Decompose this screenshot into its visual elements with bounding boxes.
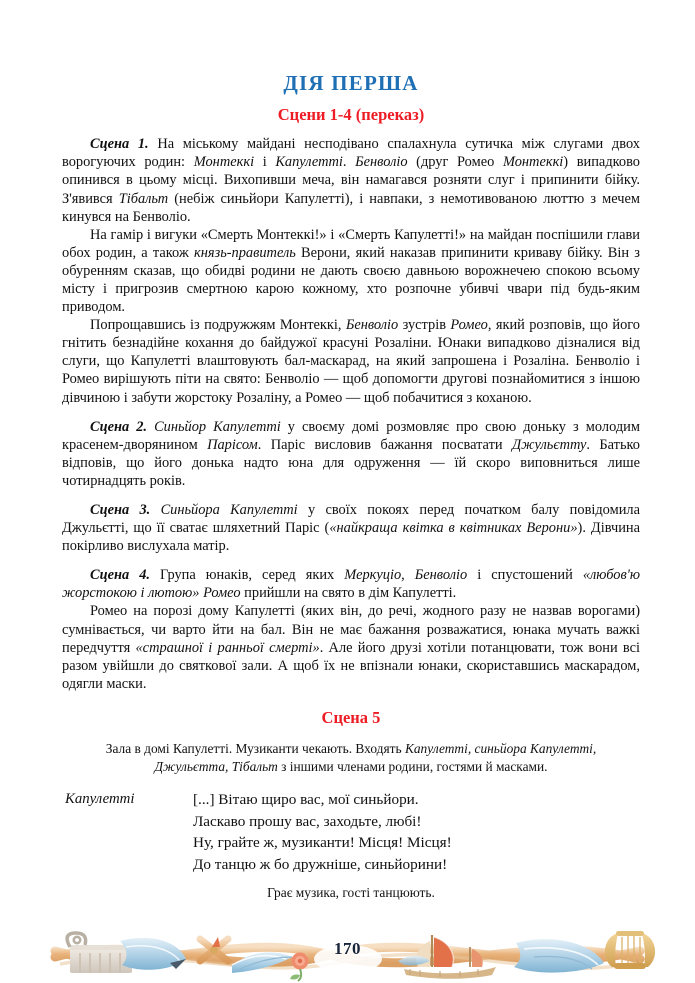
text: зустрів	[398, 317, 451, 334]
page-content	[62, 0, 640, 901]
scene1-label: Сцена 1.	[90, 136, 149, 153]
character-name: Монтеккі	[193, 154, 255, 171]
emphasis: князь-правитель	[194, 244, 296, 261]
text: Верони, який наказав припинити криваву бійку. Він з обуренням сказав, що обидві родини не дають своєю давньою ворожнечею спокою всьому місту і пригрозив смертною карою кожному, хто розпочне убивчі чвари під будь-яким приводом.	[62, 244, 640, 316]
text: Попрощавшись із подружжям Монтеккі,	[90, 317, 346, 334]
text: (небіж синьйори Капулетті), і навпаки, з немотивованою люттю з мечем кинувся на Бенволіо.	[62, 190, 640, 225]
character-name: Джульєтту	[511, 436, 587, 453]
scene4-label: Сцена 4.	[90, 567, 151, 584]
text: ). Дівчина покірливо вислухала матір.	[62, 520, 641, 555]
speech-line: Ну, грайте ж, музиканти! Місця! Місця!	[193, 834, 452, 852]
speech-lines	[193, 789, 640, 875]
speaker-name: Капулетті	[65, 791, 135, 808]
character-name: Меркуціо	[344, 567, 402, 584]
scene3-paragraph-1	[62, 501, 640, 555]
character-name: Парісом	[207, 436, 258, 453]
text: у своїх покоях перед початком балу повідомила Джульєтті, що її сватає шляхетний Паріс (	[62, 502, 640, 537]
character-name: Ромео	[203, 585, 241, 602]
text: Зала в домі Капулетті. Музиканти чекають. Входять	[105, 741, 405, 757]
character-name: Монтеккі	[502, 154, 564, 171]
act-title: ДІЯ ПЕРША	[283, 71, 419, 95]
scene-range-title: Сцени 1-4 (переказ)	[277, 105, 425, 125]
quotation: «любов'ю жорстокою і лютою»	[62, 567, 640, 602]
scene1-paragraph-2	[62, 226, 640, 316]
character-name: Синьйор Капулетті	[154, 418, 281, 435]
text: .	[342, 154, 356, 171]
text: (друг Ромео	[407, 154, 503, 171]
character-name: Капулетті	[275, 154, 343, 171]
scene4-paragraph-1	[62, 566, 640, 602]
character-name: Синьйора Капулетті	[160, 502, 298, 519]
speech-line: До танцю ж бо дружніше, синьйорини!	[193, 855, 448, 873]
scene1-paragraph-1	[62, 135, 640, 225]
text: ) випадково опинився в цьому місці. Вихопивши меча, він намагався розняти слуг і припинити бійку. З'явився	[62, 154, 640, 207]
character-name: Ромео	[450, 317, 488, 334]
scene4-paragraph-2	[62, 602, 640, 692]
text: прийшли на свято в дім Капулетті.	[240, 585, 457, 602]
quotation: «страшної і ранньої смерті»	[135, 639, 320, 656]
text	[147, 419, 154, 435]
scene1-paragraph-3	[62, 316, 640, 406]
speech-line: Ласкаво прошу вас, заходьте, любі!	[193, 812, 422, 830]
text: Група юнаків, серед яких	[150, 567, 345, 584]
text: у своєму домі розмовляє про свою доньку з молодим красенем-дворянином	[62, 418, 640, 453]
character-name: Бенволіо	[355, 154, 408, 171]
text: На гамір і вигуки «Смерть Монтеккі!» і «Смерть Капулетті!» на майдан поспішили глави обох родин, а також	[62, 226, 640, 261]
scene2-label: Сцена 2.	[90, 418, 148, 435]
scene5-stage-direction	[62, 740, 640, 775]
scene2-paragraph-1	[62, 418, 640, 490]
text: На міському майдані несподівано спалахнула сутичка між слугами двох ворогуючих родин:	[62, 136, 640, 171]
character-name: Тібальт	[118, 190, 169, 207]
text: . Батько відповів, що його донька надто юна для одруження — їй скоро виповниться лише чотирнадцять років.	[62, 436, 640, 489]
character-name: Бенволіо	[345, 317, 399, 334]
quotation: «найкраща квітка в квітниках Верони»	[329, 520, 578, 537]
speech-line: [...] Вітаю щиро вас, мої синьйори.	[193, 791, 419, 809]
text: і	[254, 154, 276, 171]
dialogue-block	[62, 789, 640, 875]
scene5-title: Сцена 5	[321, 707, 381, 727]
text: Ромео на порозі дому Капулетті (яких він, до речі, жодного разу не назвав ворогами) сумнівається, чи варто йти на бал. Він не має бажання розважатися, юнака мучать важкі передчуття	[62, 603, 640, 656]
character-list: Капулетті, синьйора Капулетті, Джульєтта, Тібальт	[154, 741, 597, 774]
footer-ornament	[0, 917, 695, 983]
page-number: 170	[334, 939, 361, 958]
scene3-label: Сцена 3.	[90, 502, 151, 519]
text	[150, 502, 160, 518]
text: ,	[401, 567, 415, 584]
text: . Але його друзі хотіли потанцювати, тож вони всі разом увійшли до святкової зали. А щоб їх не впізнали юнаки, скориставшись маскарадом, одягли маски.	[62, 639, 640, 692]
character-name: Бенволіо	[414, 567, 468, 584]
text: . Паріс висловив бажання посватати	[257, 436, 512, 453]
text: і спустошений	[467, 567, 583, 584]
text: з іншими членами родини, гостями й масками.	[277, 758, 548, 774]
scene5-stage-direction-end: Грає музика, гості танцюють.	[267, 885, 435, 901]
text: , який розповів, що його гнітить безнадійне кохання до байдужої красуні Розаліни. Юнаки випадково дізналися від слуги, що Капулетті влаштовують бал-маскарад, на який запрошена і Розаліна. Бенволіо і Ромео вирішують піти на свято: Бенволіо — щоб допомогти другові познайомитися з іншою дівчиною і забути жорстоку Розаліну, а Ромео — щоб побачитися з коханою.	[62, 317, 641, 406]
